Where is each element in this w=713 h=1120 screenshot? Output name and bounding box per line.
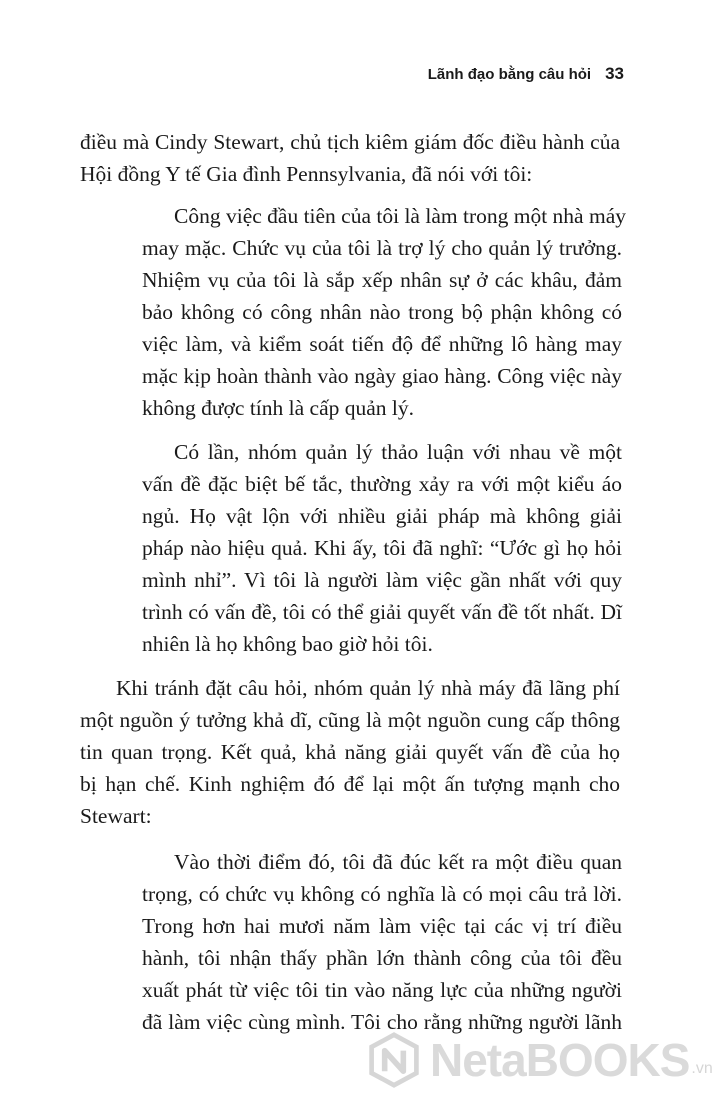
text-line: không được tính là cấp quản lý. [142,396,415,420]
watermark-text: NetaBOOKS [430,1034,690,1086]
text-line: nhiên là họ không bao giờ hỏi tôi. [142,632,433,656]
text-line: việc làm, và kiểm soát tiến độ để những lô hàng may [142,332,622,356]
watermark [366,1032,713,1088]
text-line: mình nhỉ”. Vì tôi là người làm việc gần nhất với quy [142,568,622,592]
paragraph [0,672,620,832]
text-line: tin quan trọng. Kết quả, khả năng giải quyết vấn đề của họ [80,740,620,764]
text-line: Khi tránh đặt câu hỏi, nhóm quản lý nhà máy đã lãng phí [116,676,620,700]
block-quote [0,436,622,660]
block-quote [0,200,626,424]
text-line: một nguồn ý tưởng khả dĩ, cũng là một nguồn cung cấp thông [80,708,620,732]
text-line: đã làm việc cùng mình. Tôi cho rằng những người lãnh [142,1010,622,1034]
text-line: bị hạn chế. Kinh nghiệm đó để lại một ấn tượng mạnh cho [80,772,620,796]
page-number: 33 [605,64,624,83]
text-line: ngủ. Họ vật lộn với nhiều giải pháp mà không giải [142,504,622,528]
page-content [0,126,700,1038]
text-line: trình có vấn đề, tôi có thể giải quyết vấn đề tốt nhất. Dĩ [142,600,622,624]
text-line: Hội đồng Y tế Gia đình Pennsylvania, đã nói với tôi: [80,162,533,186]
text-line: trọng, có chức vụ không có nghĩa là có mọi câu trả lời. [142,882,622,906]
text-line: vấn đề đặc biệt bế tắc, thường xảy ra với một kiểu áo [142,472,622,496]
text-line: may mặc. Chức vụ của tôi là trợ lý cho quản lý trưởng. [142,236,622,260]
book-title: Lãnh đạo bằng câu hỏi [427,66,592,83]
text-line: pháp nào hiệu quả. Khi ấy, tôi đã nghĩ: “Ước gì họ hỏi [142,536,622,560]
running-header [428,64,624,84]
netabooks-logo-icon [366,1032,422,1088]
paragraph [0,126,620,190]
text-line: điều mà Cindy Stewart, chủ tịch kiêm giám đốc điều hành của [80,130,620,154]
text-line: bảo không có công nhân nào trong bộ phận không có [142,300,622,324]
text-line: Công việc đầu tiên của tôi là làm trong một nhà máy [174,204,626,228]
text-line: hành, tôi nhận thấy phần lớn thành công của tôi đều [142,946,622,970]
watermark-suffix: .vn [691,1060,713,1077]
text-line: Stewart: [80,804,152,828]
text-line: Nhiệm vụ của tôi là sắp xếp nhân sự ở các khâu, đảm [142,268,622,292]
block-quote [0,846,622,1038]
text-line: Trong hơn hai mươi năm làm việc tại các vị trí điều [142,914,622,938]
text-line: mặc kịp hoàn thành vào ngày giao hàng. Công việc này [142,364,622,388]
text-line: xuất phát từ việc tôi tin vào năng lực của những người [142,978,622,1002]
text-line: Vào thời điểm đó, tôi đã đúc kết ra một điều quan [174,850,622,874]
text-line: Có lần, nhóm quản lý thảo luận với nhau về một [174,440,622,464]
